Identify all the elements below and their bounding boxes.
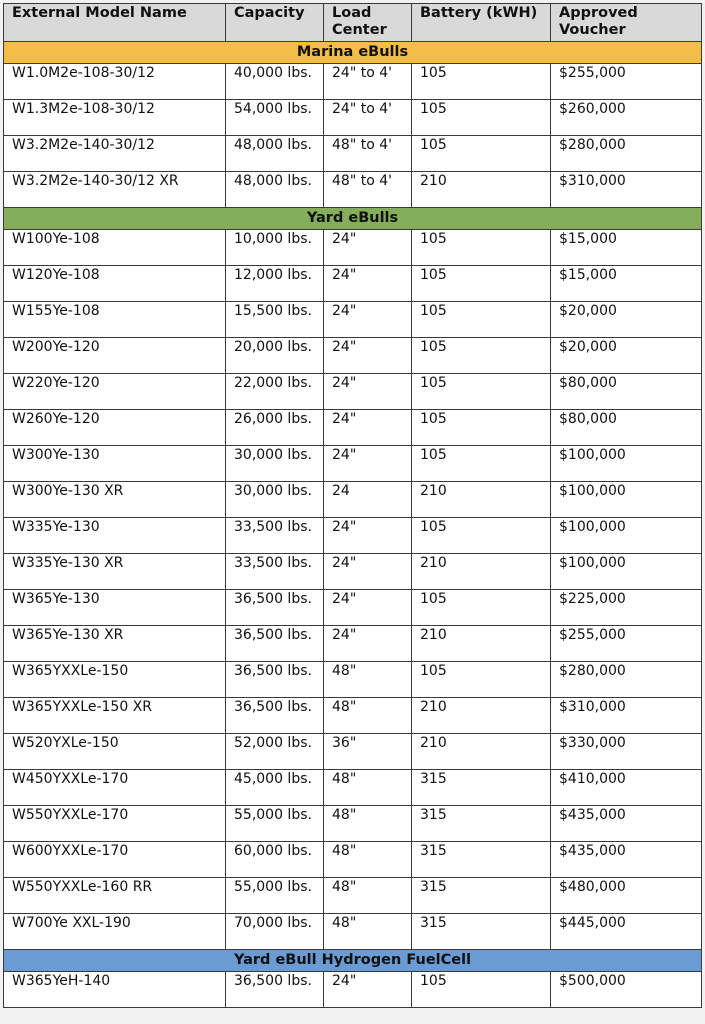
table-row: [4, 770, 702, 806]
capacity-cell: 70,000 lbs.: [226, 914, 324, 950]
battery-cell: 315: [412, 806, 551, 842]
load-center-cell: 24" to 4': [324, 64, 412, 100]
model-name-cell: W365YXXLe-150: [4, 662, 226, 698]
table-row: [4, 482, 702, 518]
voucher-cell: $435,000: [551, 842, 702, 878]
table-row: [4, 100, 702, 136]
voucher-cell: $100,000: [551, 554, 702, 590]
table-row: [4, 172, 702, 208]
battery-cell: 105: [412, 338, 551, 374]
load-center-cell: 24": [324, 446, 412, 482]
header-model-name: External Model Name: [4, 4, 226, 42]
model-name-cell: W450YXXLe-170: [4, 770, 226, 806]
table-row: [4, 266, 702, 302]
load-center-cell: 48": [324, 806, 412, 842]
capacity-cell: 52,000 lbs.: [226, 734, 324, 770]
voucher-cell: $80,000: [551, 374, 702, 410]
capacity-cell: 33,500 lbs.: [226, 518, 324, 554]
section-title: Yard eBulls: [4, 208, 702, 230]
capacity-cell: 22,000 lbs.: [226, 374, 324, 410]
voucher-cell: $260,000: [551, 100, 702, 136]
battery-cell: 105: [412, 518, 551, 554]
model-name-cell: W365YXXLe-150 XR: [4, 698, 226, 734]
battery-cell: 315: [412, 914, 551, 950]
voucher-cell: $280,000: [551, 662, 702, 698]
voucher-cell: $100,000: [551, 482, 702, 518]
model-name-cell: W260Ye-120: [4, 410, 226, 446]
load-center-cell: 48": [324, 842, 412, 878]
table-row: [4, 626, 702, 662]
battery-cell: 105: [412, 64, 551, 100]
model-name-cell: W3.2M2e-140-30/12 XR: [4, 172, 226, 208]
voucher-cell: $480,000: [551, 878, 702, 914]
voucher-cell: $15,000: [551, 230, 702, 266]
voucher-cell: $100,000: [551, 446, 702, 482]
voucher-cell: $80,000: [551, 410, 702, 446]
model-name-cell: W335Ye-130: [4, 518, 226, 554]
table-row: [4, 698, 702, 734]
voucher-cell: $255,000: [551, 626, 702, 662]
load-center-cell: 36": [324, 734, 412, 770]
capacity-cell: 45,000 lbs.: [226, 770, 324, 806]
capacity-cell: 55,000 lbs.: [226, 806, 324, 842]
model-name-cell: W365YeH-140: [4, 972, 226, 1008]
model-name-cell: W1.0M2e-108-30/12: [4, 64, 226, 100]
model-name-cell: W300Ye-130 XR: [4, 482, 226, 518]
battery-cell: 105: [412, 266, 551, 302]
capacity-cell: 55,000 lbs.: [226, 878, 324, 914]
voucher-table: [3, 3, 702, 1008]
battery-cell: 315: [412, 878, 551, 914]
battery-cell: 315: [412, 842, 551, 878]
table-row: [4, 374, 702, 410]
load-center-cell: 24": [324, 338, 412, 374]
capacity-cell: 36,500 lbs.: [226, 590, 324, 626]
header-capacity: Capacity: [226, 4, 324, 42]
battery-cell: 210: [412, 554, 551, 590]
voucher-cell: $310,000: [551, 698, 702, 734]
load-center-cell: 24": [324, 410, 412, 446]
voucher-cell: $20,000: [551, 302, 702, 338]
battery-cell: 105: [412, 230, 551, 266]
table-body: [4, 42, 702, 1008]
capacity-cell: 12,000 lbs.: [226, 266, 324, 302]
table-row: [4, 136, 702, 172]
capacity-cell: 60,000 lbs.: [226, 842, 324, 878]
load-center-cell: 48": [324, 878, 412, 914]
table-row: [4, 446, 702, 482]
battery-cell: 210: [412, 482, 551, 518]
battery-cell: 105: [412, 302, 551, 338]
table-row: [4, 972, 702, 1008]
voucher-cell: $100,000: [551, 518, 702, 554]
table-row: [4, 734, 702, 770]
header-battery: Battery (kWH): [412, 4, 551, 42]
model-name-cell: W550YXXLe-160 RR: [4, 878, 226, 914]
battery-cell: 105: [412, 136, 551, 172]
voucher-cell: $500,000: [551, 972, 702, 1008]
load-center-cell: 24": [324, 374, 412, 410]
capacity-cell: 36,500 lbs.: [226, 972, 324, 1008]
table-row: [4, 410, 702, 446]
load-center-cell: 48": [324, 662, 412, 698]
load-center-cell: 24": [324, 518, 412, 554]
battery-cell: 210: [412, 734, 551, 770]
model-name-cell: W550YXXLe-170: [4, 806, 226, 842]
capacity-cell: 33,500 lbs.: [226, 554, 324, 590]
capacity-cell: 48,000 lbs.: [226, 136, 324, 172]
voucher-cell: $435,000: [551, 806, 702, 842]
model-name-cell: W520YXLe-150: [4, 734, 226, 770]
table-header: [4, 4, 702, 42]
table-row: [4, 518, 702, 554]
capacity-cell: 36,500 lbs.: [226, 698, 324, 734]
model-name-cell: W365Ye-130 XR: [4, 626, 226, 662]
table-row: [4, 590, 702, 626]
header-approved-voucher: Approved Voucher: [551, 4, 702, 42]
table-row: [4, 230, 702, 266]
capacity-cell: 54,000 lbs.: [226, 100, 324, 136]
load-center-cell: 48": [324, 698, 412, 734]
capacity-cell: 36,500 lbs.: [226, 626, 324, 662]
model-name-cell: W700Ye XXL-190: [4, 914, 226, 950]
voucher-cell: $445,000: [551, 914, 702, 950]
capacity-cell: 20,000 lbs.: [226, 338, 324, 374]
battery-cell: 105: [412, 374, 551, 410]
load-center-cell: 24": [324, 302, 412, 338]
header-row: [4, 4, 702, 42]
voucher-cell: $330,000: [551, 734, 702, 770]
capacity-cell: 48,000 lbs.: [226, 172, 324, 208]
load-center-cell: 24": [324, 626, 412, 662]
capacity-cell: 30,000 lbs.: [226, 482, 324, 518]
voucher-cell: $410,000: [551, 770, 702, 806]
load-center-cell: 24": [324, 230, 412, 266]
battery-cell: 210: [412, 626, 551, 662]
load-center-cell: 48" to 4': [324, 136, 412, 172]
voucher-table-container: [3, 3, 701, 1008]
capacity-cell: 15,500 lbs.: [226, 302, 324, 338]
model-name-cell: W220Ye-120: [4, 374, 226, 410]
battery-cell: 105: [412, 662, 551, 698]
battery-cell: 105: [412, 410, 551, 446]
load-center-cell: 48" to 4': [324, 172, 412, 208]
header-load-center: Load Center: [324, 4, 412, 42]
table-row: [4, 338, 702, 374]
model-name-cell: W300Ye-130: [4, 446, 226, 482]
load-center-cell: 48": [324, 770, 412, 806]
voucher-cell: $20,000: [551, 338, 702, 374]
load-center-cell: 24": [324, 590, 412, 626]
battery-cell: 210: [412, 698, 551, 734]
capacity-cell: 40,000 lbs.: [226, 64, 324, 100]
battery-cell: 105: [412, 100, 551, 136]
voucher-cell: $255,000: [551, 64, 702, 100]
model-name-cell: W1.3M2e-108-30/12: [4, 100, 226, 136]
model-name-cell: W155Ye-108: [4, 302, 226, 338]
load-center-cell: 24": [324, 554, 412, 590]
table-row: [4, 878, 702, 914]
model-name-cell: W3.2M2e-140-30/12: [4, 136, 226, 172]
table-row: [4, 806, 702, 842]
capacity-cell: 30,000 lbs.: [226, 446, 324, 482]
battery-cell: 105: [412, 972, 551, 1008]
battery-cell: 105: [412, 590, 551, 626]
load-center-cell: 24" to 4': [324, 100, 412, 136]
section-title: Marina eBulls: [4, 42, 702, 64]
battery-cell: 210: [412, 172, 551, 208]
section-row: [4, 208, 702, 230]
load-center-cell: 48": [324, 914, 412, 950]
model-name-cell: W335Ye-130 XR: [4, 554, 226, 590]
battery-cell: 105: [412, 446, 551, 482]
table-row: [4, 64, 702, 100]
table-row: [4, 554, 702, 590]
table-row: [4, 842, 702, 878]
section-title: Yard eBull Hydrogen FuelCell: [4, 950, 702, 972]
load-center-cell: 24": [324, 972, 412, 1008]
voucher-cell: $310,000: [551, 172, 702, 208]
load-center-cell: 24": [324, 266, 412, 302]
capacity-cell: 26,000 lbs.: [226, 410, 324, 446]
model-name-cell: W120Ye-108: [4, 266, 226, 302]
voucher-cell: $15,000: [551, 266, 702, 302]
model-name-cell: W100Ye-108: [4, 230, 226, 266]
model-name-cell: W600YXXLe-170: [4, 842, 226, 878]
table-row: [4, 662, 702, 698]
capacity-cell: 10,000 lbs.: [226, 230, 324, 266]
capacity-cell: 36,500 lbs.: [226, 662, 324, 698]
section-row: [4, 950, 702, 972]
model-name-cell: W365Ye-130: [4, 590, 226, 626]
model-name-cell: W200Ye-120: [4, 338, 226, 374]
voucher-cell: $280,000: [551, 136, 702, 172]
load-center-cell: 24: [324, 482, 412, 518]
section-row: [4, 42, 702, 64]
table-row: [4, 914, 702, 950]
voucher-cell: $225,000: [551, 590, 702, 626]
table-row: [4, 302, 702, 338]
battery-cell: 315: [412, 770, 551, 806]
